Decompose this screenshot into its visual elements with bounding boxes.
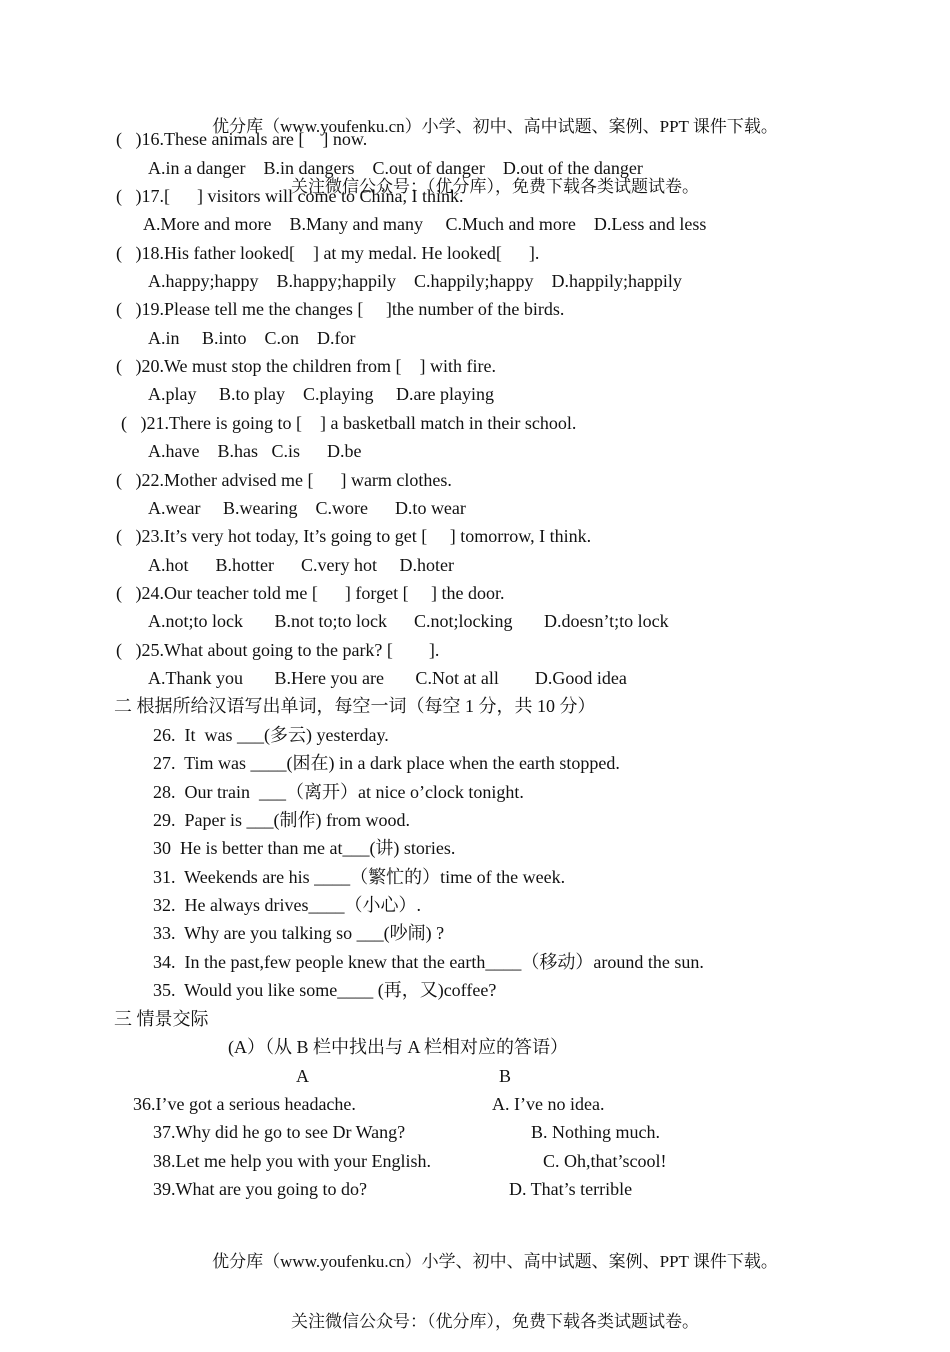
fill-item-31: 31. Weekends are his ____（繁忙的）time of the week. — [153, 867, 566, 887]
column-a-heading: A — [296, 1066, 309, 1086]
match-b-b: B. Nothing much. — [531, 1122, 660, 1142]
question-23-options: A.hot B.hotter C.very hot D.hoter — [148, 555, 454, 575]
section-2-title: 二 根据所给汉语写出单词，每空一词（每空 1 分，共 10 分） — [114, 696, 596, 716]
fill-item-35: 35. Would you like some____ (再，又)coffee? — [153, 980, 497, 1000]
question-25-stem: ( )25.What about going to the park? [ ]. — [116, 640, 440, 660]
question-17-stem: ( )17.[ ] visitors will come to China, I think. — [116, 186, 464, 206]
match-a-37: 37.Why did he go to see Dr Wang? — [153, 1122, 406, 1142]
question-16-stem: ( )16.These animals are [ ] now. — [116, 129, 368, 149]
fill-item-34: 34. In the past,few people knew that the earth____（移动）around the sun. — [153, 952, 704, 972]
match-b-d: D. That’s terrible — [509, 1179, 633, 1199]
question-20-stem: ( )20.We must stop the children from [ ] with fire. — [116, 356, 496, 376]
section-3-subtitle: (A）（从 B 栏中找出与 A 栏相对应的答语） — [228, 1037, 569, 1057]
footer-line-1: 优分库（www.youfenku.cn）小学、初中、高中试题、案例、PPT 课件下载。 — [212, 1252, 778, 1271]
fill-item-26: 26. It was ___(多云) yesterday. — [153, 725, 389, 745]
column-b-heading: B — [499, 1066, 512, 1086]
question-16-options: A.in a danger B.in dangers C.out of danger D.out of the danger — [148, 158, 643, 178]
question-22-options: A.wear B.wearing C.wore D.to wear — [148, 498, 466, 518]
question-25-options: A.Thank you B.Here you are C.Not at all D.Good idea — [148, 668, 627, 688]
footer-line-2: 关注微信公众号：（优分库），免费下载各类试题试卷。 — [291, 1312, 699, 1331]
question-23-stem: ( )23.It’s very hot today, It’s going to get [ ] tomorrow, I think. — [116, 526, 592, 546]
match-a-38: 38.Let me help you with your English. — [153, 1151, 431, 1171]
question-21-options: A.have B.has C.is D.be — [148, 441, 362, 461]
question-18-stem: ( )18.His father looked[ ] at my medal. He looked[ ]. — [116, 243, 540, 263]
question-21-stem: ( )21.There is going to [ ] a basketball match in their school. — [121, 413, 577, 433]
question-19-options: A.in B.into C.on D.for — [148, 328, 356, 348]
section-3-title: 三 情景交际 — [114, 1009, 209, 1029]
question-24-options: A.not;to lock B.not to;to lock C.not;locking D.doesn’t;to lock — [148, 611, 669, 631]
question-17-options: A.More and more B.Many and many C.Much and more D.Less and less — [143, 214, 707, 234]
fill-item-32: 32. He always drives____（小心）. — [153, 895, 421, 915]
match-b-a: A. I’ve no idea. — [492, 1094, 605, 1114]
header-line-1: 优分库（www.youfenku.cn）小学、初中、高中试题、案例、PPT 课件下载。 — [212, 117, 778, 136]
fill-item-30: 30 He is better than me at___(讲) stories. — [153, 838, 456, 858]
match-a-36: 36.I’ve got a serious headache. — [133, 1094, 356, 1114]
fill-item-27: 27. Tim was ____(困在) in a dark place when the earth stopped. — [153, 753, 620, 773]
question-24-stem: ( )24.Our teacher told me [ ] forget [ ] the door. — [116, 583, 505, 603]
page-footer — [0, 1212, 950, 1352]
match-a-39: 39.What are you going to do? — [153, 1179, 367, 1199]
question-20-options: A.play B.to play C.playing D.are playing — [148, 384, 494, 404]
fill-item-28: 28. Our train ___（离开）at nice o’clock tonight. — [153, 782, 524, 802]
question-22-stem: ( )22.Mother advised me [ ] warm clothes. — [116, 470, 452, 490]
header-line-2: 关注微信公众号：（优分库），免费下载各类试题试卷。 — [291, 177, 699, 196]
fill-item-29: 29. Paper is ___(制作) from wood. — [153, 810, 410, 830]
question-19-stem: ( )19.Please tell me the changes [ ]the number of the birds. — [116, 299, 565, 319]
match-b-c: C. Oh,that’scool! — [543, 1151, 667, 1171]
question-18-options: A.happy;happy B.happy;happily C.happily;happy D.happily;happily — [148, 271, 682, 291]
fill-item-33: 33. Why are you talking so ___(吵闹) ? — [153, 923, 445, 943]
